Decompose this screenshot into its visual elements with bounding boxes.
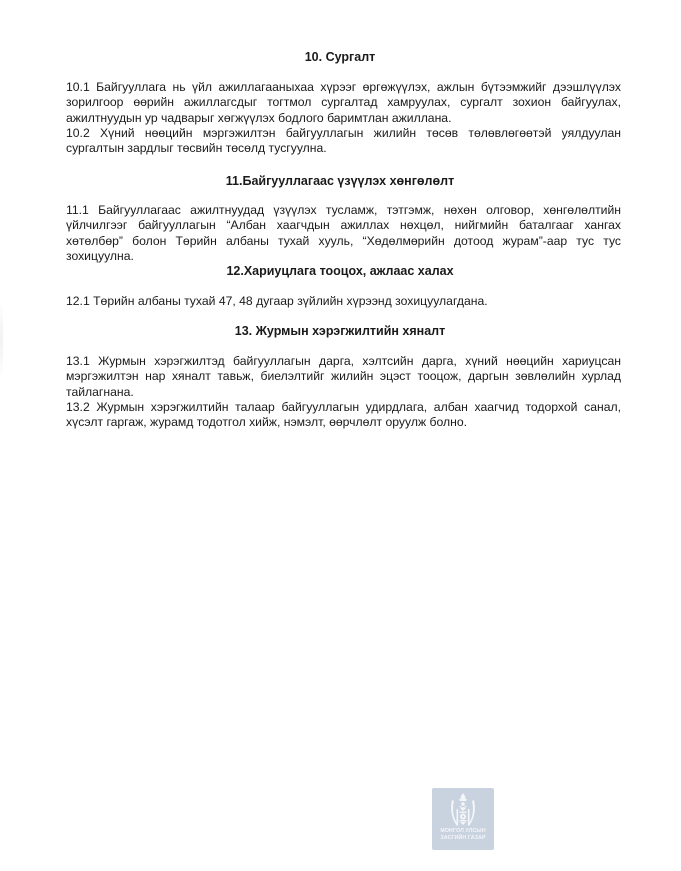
government-emblem-stamp [432, 788, 494, 850]
section-10-heading: 10. Сургалт [304, 50, 376, 64]
section-13-body: 13.1 Журмын хэрэгжилтэд байгууллагын дарга, хэлтсийн дарга, хүний нөөцийн хариуцсан мэргэжилтэн нар хяналт тавьж, биелэлтийг жилийн эцэст тооцож, даргын зөвлөлийн хурлад тайлагнана. 13.2 Журмын хэрэгжилтийн талаар байгууллагын удирдлага, албан хаагчид тодорхой санал, хүсэлт гаргаж, журамд тодотгол хийж, нэмэлт, өөрчлөлт оруулж болно. [66, 354, 621, 430]
section-12-heading: 12.Хариуцлага тооцох, ажлаас халах [226, 264, 454, 278]
section-11-body: 11.1 Байгууллагаас ажилтнуудад үзүүлэх тусламж, тэтгэмж, нөхөн олговор, хөнгөлөлтийн үйлчилгээг байгууллагын “Албан хаагчдын ажиллах нөхцөл, нийгмийн баталгааг хангах хөтөлбөр” болон Төрийн албаны тухай хууль, “Хөдөлмөрийн дотоод журам”-аар тус тус зохицуулна. [66, 203, 621, 263]
section-13-heading: 13. Журмын хэрэгжилтийн хяналт [234, 324, 446, 338]
section-11-heading: 11.Байгууллагаас үзүүлэх хөнгөлөлт [225, 174, 455, 188]
emblem-text-line1: МОНГОЛ УЛСЫН [440, 828, 486, 834]
scan-edge-shadow [0, 300, 3, 380]
section-12-body: 12.1 Төрийн албаны тухай 47, 48 дугаар зүйлийн хүрээнд зохицуулагдана. [66, 294, 488, 308]
section-10-body: 10.1 Байгууллага нь үйл ажиллагааныхаа хүрээг өргөжүүлэх, ажлын бүтээмжийг дээшлүүлэх зорилгоор өөрийн ажиллагсдыг тогтмол сургалтад хамруулах, сургалт зохион байгуулах, ажилтнуудын ур чадварыг хөгжүүлэх бодлого баримтлан ажиллана. 10.2 Хүний нөөцийн мэргэжилтэн байгууллагын жилийн төсөв төлөвлөгөөтэй уялдуулан сургалтын зардлыг төсвийн төсөлд тусгуулна. [66, 80, 621, 156]
soyombo-emblem-icon [447, 792, 479, 828]
emblem-text-line2: ЗАСГИЙН ГАЗАР [440, 835, 486, 841]
